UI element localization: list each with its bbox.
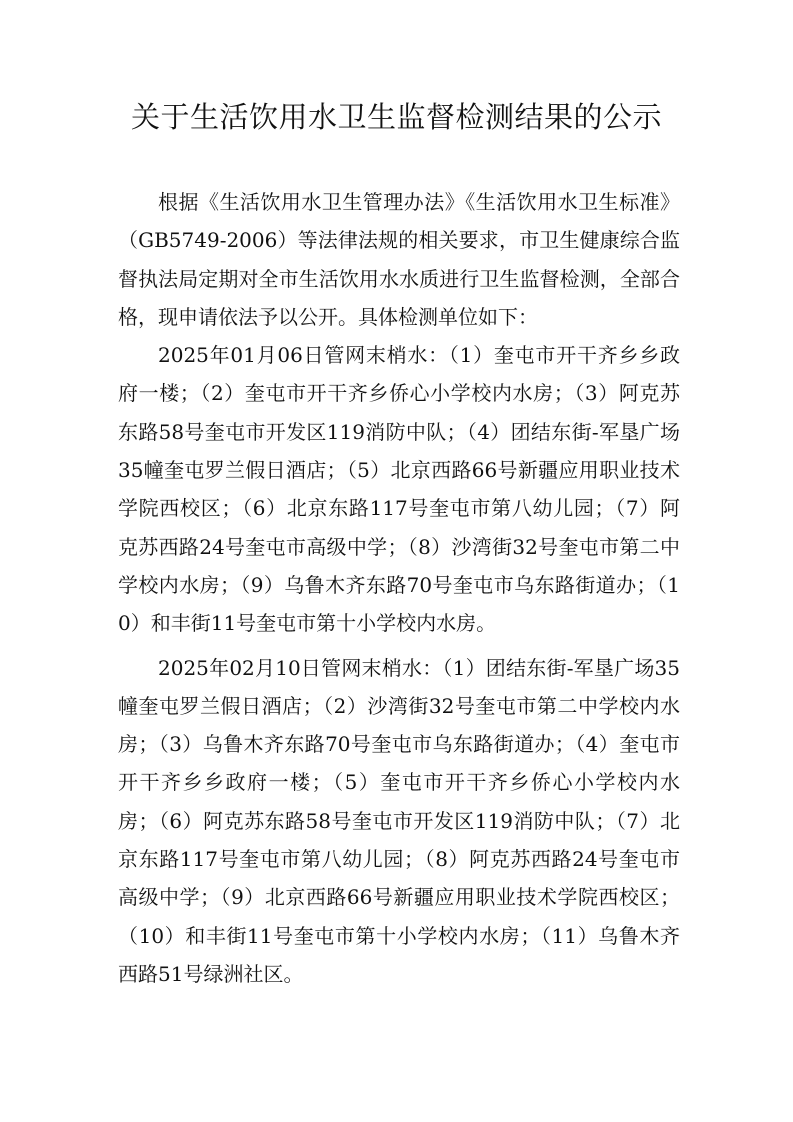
- section-paragraph-jan: 2025年01月06日管网末梢水：（1）奎屯市开干齐乡乡政府一楼；（2）奎屯市开干齐乡侨心小学校内水房；（3）阿克苏东路58号奎屯市开发区119消防中队；（4）团结东街-军垦广场35幢奎屯罗兰假日酒店；（5）北京西路66号新疆应用职业技术学院西校区；（6）北京东路117号奎屯市第八幼儿园；（7）阿克苏西路24号奎屯市高级中学；（8）沙湾街32号奎屯市第二中学校内水房；（9）乌鲁木齐东路70号奎屯市乌东路街道办；（10）和丰街11号奎屯市第十小学校内水房。: [118, 343, 680, 636]
- page-title: 关于生活饮用水卫生监督检测结果的公示: [130, 100, 662, 134]
- document-body: [118, 183, 680, 993]
- section-paragraph-feb: 2025年02月10日管网末梢水：（1）团结东街-军垦广场35幢奎屯罗兰假日酒店；（2）沙湾街32号奎屯市第二中学校内水房；（3）乌鲁木齐东路70号奎屯市乌东路街道办；（4）奎屯市开干齐乡乡政府一楼；（5）奎屯市开干齐乡侨心小学校内水房；（6）阿克苏东路58号奎屯市开发区119消防中队；（7）北京东路117号奎屯市第八幼儿园；（8）阿克苏西路24号奎屯市高级中学；（9）北京西路66号新疆应用职业技术学院西校区；（10）和丰街11号奎屯市第十小学校内水房；（11）乌鲁木齐西路51号绿洲社区。: [118, 655, 680, 986]
- intro-paragraph: 根据《生活饮用水卫生管理办法》《生活饮用水卫生标准》（GB5749-2006）等法律法规的相关要求，市卫生健康综合监督执法局定期对全市生活饮用水水质进行卫生监督检测，全部合格，现申请依法予以公开。具体检测单位如下：: [118, 190, 680, 329]
